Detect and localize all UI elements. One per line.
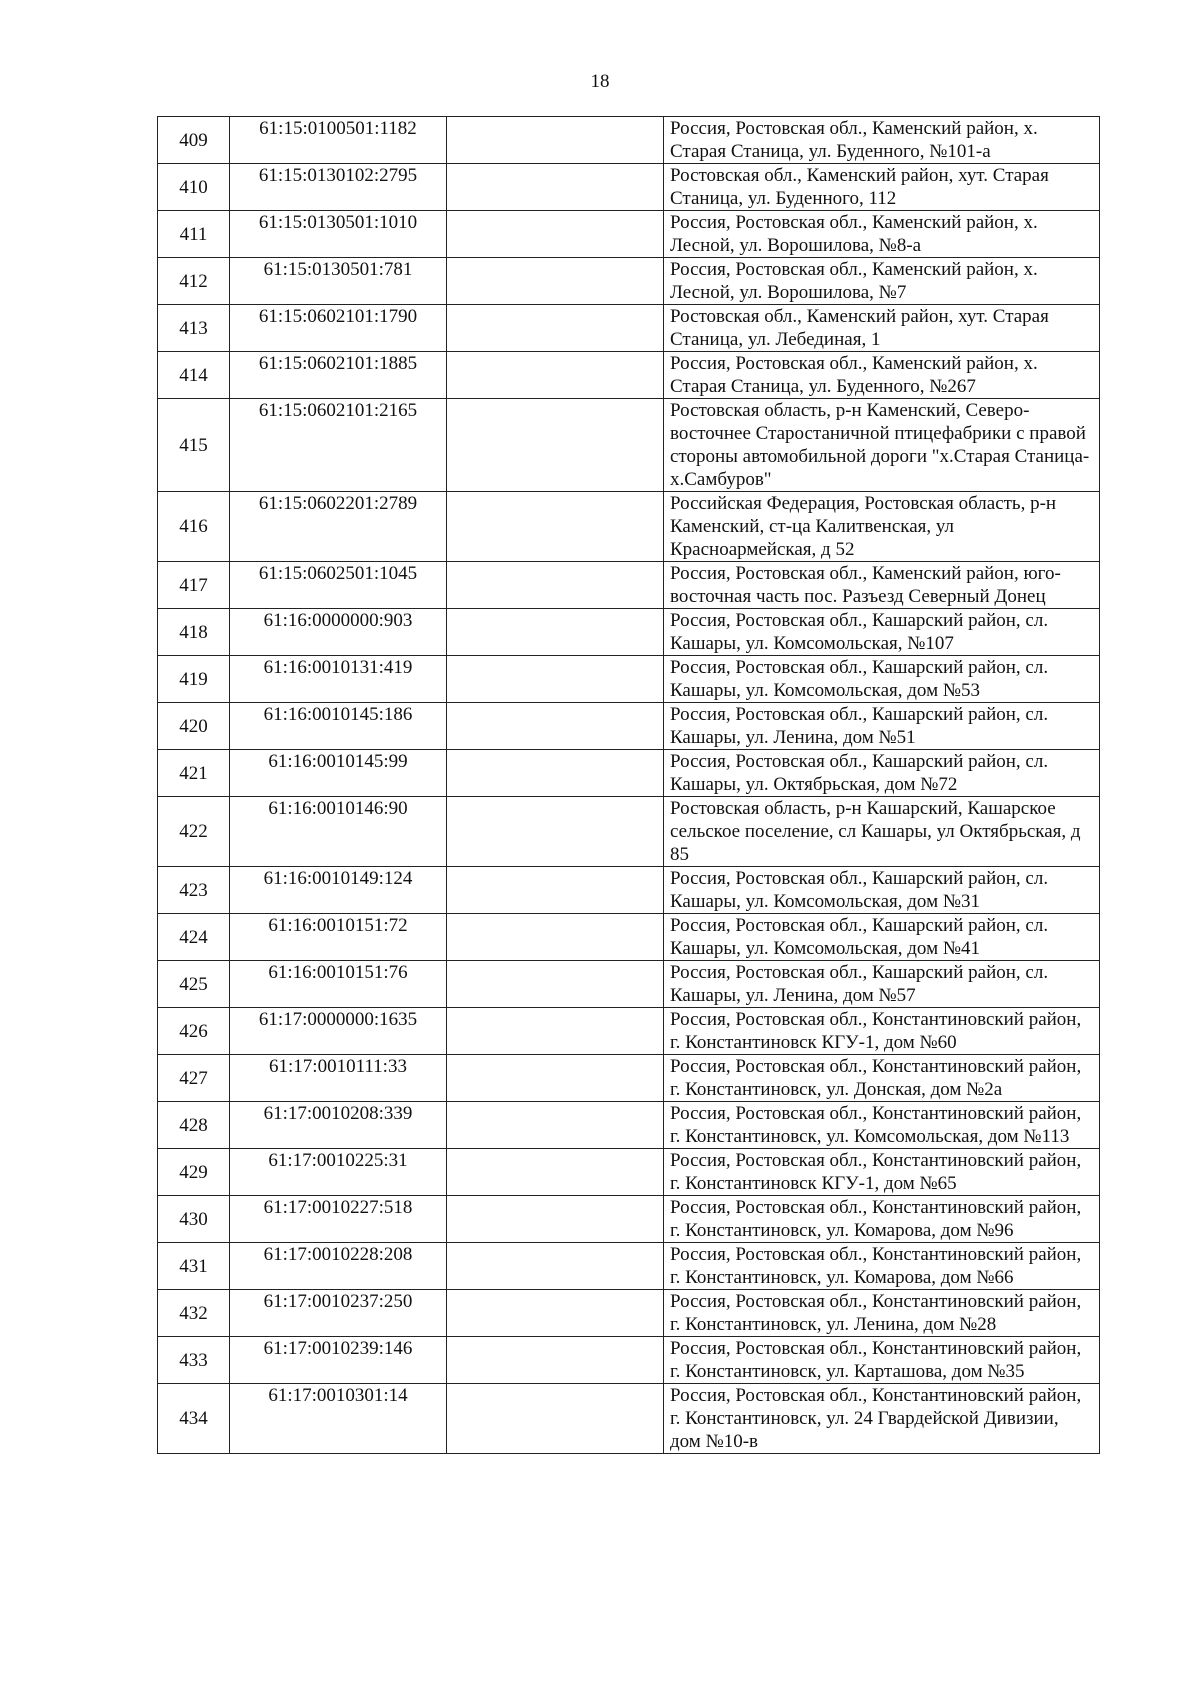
cadastral-number-cell: 61:15:0602501:1045	[230, 562, 447, 609]
address-cell: Ростовская обл., Каменский район, хут. Старая Станица, ул. Лебединая, 1	[664, 305, 1100, 352]
cadastral-number-cell: 61:16:0010151:76	[230, 961, 447, 1008]
address-cell: Ростовская область, р-н Каменский, Северо-восточнее Старостаничной птицефабрики с правой стороны автомобильной дороги "х.Старая Станица-х.Самбуров"	[664, 399, 1100, 492]
address-cell: Россия, Ростовская обл., Кашарский район, сл. Кашары, ул. Октябрьская, дом №72	[664, 750, 1100, 797]
cadastral-number-cell: 61:17:0010239:146	[230, 1337, 447, 1384]
table-row	[158, 1149, 1100, 1196]
cadastral-number-cell: 61:17:0010111:33	[230, 1055, 447, 1102]
address-cell: Россия, Ростовская обл., Кашарский район, сл. Кашары, ул. Комсомольская, дом №41	[664, 914, 1100, 961]
empty-cell	[447, 1290, 664, 1337]
cadastral-number-cell: 61:16:0010151:72	[230, 914, 447, 961]
table-row	[158, 1243, 1100, 1290]
row-number-cell: 422	[158, 797, 230, 867]
row-number-cell: 415	[158, 399, 230, 492]
empty-cell	[447, 305, 664, 352]
empty-cell	[447, 914, 664, 961]
address-cell: Россия, Ростовская обл., Кашарский район, сл. Кашары, ул. Комсомольская, дом №31	[664, 867, 1100, 914]
row-number-cell: 424	[158, 914, 230, 961]
empty-cell	[447, 352, 664, 399]
empty-cell	[447, 1243, 664, 1290]
row-number-cell: 426	[158, 1008, 230, 1055]
row-number-cell: 409	[158, 117, 230, 164]
address-cell: Россия, Ростовская обл., Константиновский район, г. Константиновск КГУ-1, дом №60	[664, 1008, 1100, 1055]
table-row	[158, 797, 1100, 867]
cadastral-number-cell: 61:15:0100501:1182	[230, 117, 447, 164]
empty-cell	[447, 867, 664, 914]
table-row	[158, 609, 1100, 656]
address-cell: Россия, Ростовская обл., Константиновский район, г. Константиновск, ул. 24 Гвардейской Дивизии, дом №10-в	[664, 1384, 1100, 1454]
cadastral-number-cell: 61:17:0010225:31	[230, 1149, 447, 1196]
row-number-cell: 428	[158, 1102, 230, 1149]
row-number-cell: 423	[158, 867, 230, 914]
table-row	[158, 1055, 1100, 1102]
cadastral-number-cell: 61:15:0130501:781	[230, 258, 447, 305]
address-cell: Россия, Ростовская обл., Каменский район, х. Старая Станица, ул. Буденного, №101-а	[664, 117, 1100, 164]
empty-cell	[447, 492, 664, 562]
address-cell: Россия, Ростовская обл., Кашарский район, сл. Кашары, ул. Ленина, дом №57	[664, 961, 1100, 1008]
address-cell: Ростовская область, р-н Кашарский, Кашарское сельское поселение, сл Кашары, ул Октябрьская, д 85	[664, 797, 1100, 867]
empty-cell	[447, 1196, 664, 1243]
cadastral-number-cell: 61:17:0010228:208	[230, 1243, 447, 1290]
table-row	[158, 914, 1100, 961]
cadastral-number-cell: 61:15:0130102:2795	[230, 164, 447, 211]
address-cell: Россия, Ростовская обл., Каменский район, юго-восточная часть пос. Разъезд Северный Донец	[664, 562, 1100, 609]
address-cell: Россия, Ростовская обл., Константиновский район, г. Константиновск КГУ-1, дом №65	[664, 1149, 1100, 1196]
property-registry-table	[157, 116, 1100, 1454]
table-row	[158, 258, 1100, 305]
row-number-cell: 416	[158, 492, 230, 562]
cadastral-number-cell: 61:15:0602201:2789	[230, 492, 447, 562]
empty-cell	[447, 797, 664, 867]
cadastral-number-cell: 61:16:0010146:90	[230, 797, 447, 867]
row-number-cell: 431	[158, 1243, 230, 1290]
row-number-cell: 412	[158, 258, 230, 305]
table-row	[158, 1290, 1100, 1337]
row-number-cell: 432	[158, 1290, 230, 1337]
cadastral-number-cell: 61:17:0010237:250	[230, 1290, 447, 1337]
empty-cell	[447, 117, 664, 164]
row-number-cell: 411	[158, 211, 230, 258]
table-row	[158, 1337, 1100, 1384]
cadastral-number-cell: 61:16:0010149:124	[230, 867, 447, 914]
address-cell: Россия, Ростовская обл., Константиновский район, г. Константиновск, ул. Карташова, дом №35	[664, 1337, 1100, 1384]
empty-cell	[447, 1149, 664, 1196]
empty-cell	[447, 961, 664, 1008]
address-cell: Россия, Ростовская обл., Кашарский район, сл. Кашары, ул. Комсомольская, №107	[664, 609, 1100, 656]
address-cell: Россия, Ростовская обл., Кашарский район, сл. Кашары, ул. Комсомольская, дом №53	[664, 656, 1100, 703]
row-number-cell: 410	[158, 164, 230, 211]
empty-cell	[447, 1337, 664, 1384]
table-row	[158, 1102, 1100, 1149]
cadastral-number-cell: 61:16:0010131:419	[230, 656, 447, 703]
empty-cell	[447, 1102, 664, 1149]
address-cell: Россия, Ростовская обл., Константиновский район, г. Константиновск, ул. Ленина, дом №28	[664, 1290, 1100, 1337]
row-number-cell: 418	[158, 609, 230, 656]
row-number-cell: 419	[158, 656, 230, 703]
address-cell: Россия, Ростовская обл., Каменский район, х. Старая Станица, ул. Буденного, №267	[664, 352, 1100, 399]
cadastral-number-cell: 61:17:0010208:339	[230, 1102, 447, 1149]
table-row	[158, 1384, 1100, 1454]
cadastral-number-cell: 61:17:0010301:14	[230, 1384, 447, 1454]
table-row	[158, 305, 1100, 352]
row-number-cell: 425	[158, 961, 230, 1008]
table-row	[158, 703, 1100, 750]
table-row	[158, 492, 1100, 562]
address-cell: Россия, Ростовская обл., Константиновский район, г. Константиновск, ул. Комсомольская, дом №113	[664, 1102, 1100, 1149]
table-row	[158, 352, 1100, 399]
registry-table-body	[158, 117, 1100, 1454]
row-number-cell: 421	[158, 750, 230, 797]
empty-cell	[447, 703, 664, 750]
address-cell: Россия, Ростовская обл., Константиновский район, г. Константиновск, ул. Комарова, дом №66	[664, 1243, 1100, 1290]
empty-cell	[447, 211, 664, 258]
table-row	[158, 399, 1100, 492]
page-number: 18	[590, 71, 610, 92]
row-number-cell: 414	[158, 352, 230, 399]
empty-cell	[447, 1055, 664, 1102]
row-number-cell: 430	[158, 1196, 230, 1243]
cadastral-number-cell: 61:15:0602101:1885	[230, 352, 447, 399]
table-row	[158, 562, 1100, 609]
address-cell: Российская Федерация, Ростовская область, р-н Каменский, ст-ца Калитвенская, ул Красноармейская, д 52	[664, 492, 1100, 562]
empty-cell	[447, 562, 664, 609]
cadastral-number-cell: 61:16:0010145:99	[230, 750, 447, 797]
cadastral-number-cell: 61:17:0000000:1635	[230, 1008, 447, 1055]
row-number-cell: 429	[158, 1149, 230, 1196]
row-number-cell: 413	[158, 305, 230, 352]
table-row	[158, 750, 1100, 797]
cadastral-number-cell: 61:15:0130501:1010	[230, 211, 447, 258]
address-cell: Россия, Ростовская обл., Константиновский район, г. Константиновск, ул. Донская, дом №2а	[664, 1055, 1100, 1102]
cadastral-number-cell: 61:15:0602101:2165	[230, 399, 447, 492]
table-row	[158, 867, 1100, 914]
row-number-cell: 417	[158, 562, 230, 609]
address-cell: Ростовская обл., Каменский район, хут. Старая Станица, ул. Буденного, 112	[664, 164, 1100, 211]
table-row	[158, 1008, 1100, 1055]
empty-cell	[447, 1008, 664, 1055]
table-row	[158, 164, 1100, 211]
address-cell: Россия, Ростовская обл., Каменский район, х. Лесной, ул. Ворошилова, №8-а	[664, 211, 1100, 258]
empty-cell	[447, 1384, 664, 1454]
row-number-cell: 434	[158, 1384, 230, 1454]
empty-cell	[447, 609, 664, 656]
row-number-cell: 433	[158, 1337, 230, 1384]
empty-cell	[447, 399, 664, 492]
address-cell: Россия, Ростовская обл., Кашарский район, сл. Кашары, ул. Ленина, дом №51	[664, 703, 1100, 750]
empty-cell	[447, 258, 664, 305]
table-row	[158, 1196, 1100, 1243]
cadastral-number-cell: 61:17:0010227:518	[230, 1196, 447, 1243]
empty-cell	[447, 164, 664, 211]
row-number-cell: 427	[158, 1055, 230, 1102]
table-row	[158, 211, 1100, 258]
cadastral-number-cell: 61:15:0602101:1790	[230, 305, 447, 352]
table-row	[158, 117, 1100, 164]
table-row	[158, 656, 1100, 703]
empty-cell	[447, 656, 664, 703]
cadastral-number-cell: 61:16:0000000:903	[230, 609, 447, 656]
table-row	[158, 961, 1100, 1008]
address-cell: Россия, Ростовская обл., Каменский район, х. Лесной, ул. Ворошилова, №7	[664, 258, 1100, 305]
empty-cell	[447, 750, 664, 797]
address-cell: Россия, Ростовская обл., Константиновский район, г. Константиновск, ул. Комарова, дом №96	[664, 1196, 1100, 1243]
cadastral-number-cell: 61:16:0010145:186	[230, 703, 447, 750]
row-number-cell: 420	[158, 703, 230, 750]
